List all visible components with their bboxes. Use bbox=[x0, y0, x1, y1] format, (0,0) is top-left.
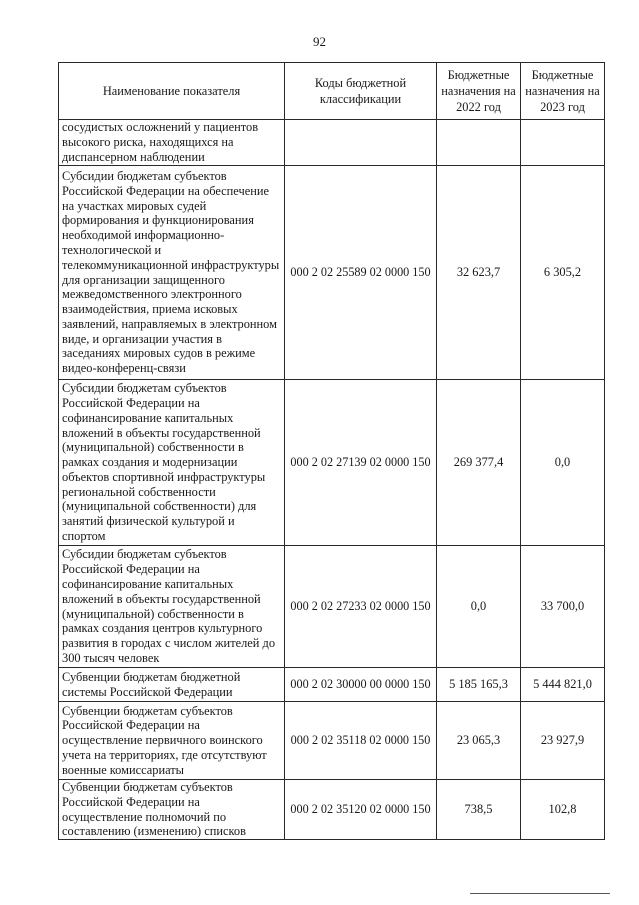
row-code: 000 2 02 27233 02 0000 150 bbox=[285, 546, 437, 668]
row-value-2022: 269 377,4 bbox=[437, 380, 521, 546]
row-value-2023: 6 305,2 bbox=[521, 166, 605, 380]
header-2022: Бюджетные назначения на 2022 год bbox=[437, 63, 521, 120]
row-name: Субвенции бюджетам субъектов Российской Федерации на осуществление полномочий по составлению (изменению) списков bbox=[59, 780, 285, 840]
row-name: Субсидии бюджетам субъектов Российской Федерации на софинансирование капитальных вложений в объекты государственной (муниципальной) собственности в рамках создания и модернизации объектов спортивной инфраструктуры региональной собственности (муниципальной собственности) для занятий физической культурой и спортом bbox=[59, 380, 285, 546]
row-value-2023: 5 444 821,0 bbox=[521, 668, 605, 702]
row-code: 000 2 02 35120 02 0000 150 bbox=[285, 780, 437, 840]
bottom-divider bbox=[470, 893, 610, 894]
table-row bbox=[59, 380, 605, 546]
table-row bbox=[59, 780, 605, 840]
row-code: 000 2 02 30000 00 0000 150 bbox=[285, 668, 437, 702]
row-name: Субсидии бюджетам субъектов Российской Федерации на софинансирование капитальных вложений в объекты государственной (муниципальной) собственности в рамках создания центров культурного развития в городах с числом жителей до 300 тысяч человек bbox=[59, 546, 285, 668]
table-row bbox=[59, 546, 605, 668]
row-code: 000 2 02 35118 02 0000 150 bbox=[285, 702, 437, 780]
header-code: Коды бюджетной классификации bbox=[285, 63, 437, 120]
row-value-2023: 33 700,0 bbox=[521, 546, 605, 668]
row-name: Субвенции бюджетам субъектов Российской Федерации на осуществление первичного воинского учета на территориях, где отсутствуют военные комиссариаты bbox=[59, 702, 285, 780]
row-code bbox=[285, 120, 437, 166]
budget-table bbox=[58, 62, 605, 840]
table-header-row bbox=[59, 63, 605, 120]
row-code: 000 2 02 25589 02 0000 150 bbox=[285, 166, 437, 380]
row-name: Субсидии бюджетам субъектов Российской Федерации на обеспечение на участках мировых судей формирования и функционирования необходимой информационно-технологической и телекоммуникационной инфраструктуры для организации защищенного межведомственного электронного взаимодействия, приема исковых заявлений, направляемых в электронном виде, и организации участия в заседаниях мировых судов в режиме видео-конференц-связи bbox=[59, 166, 285, 380]
header-name: Наименование показателя bbox=[59, 63, 285, 120]
row-code: 000 2 02 27139 02 0000 150 bbox=[285, 380, 437, 546]
row-value-2023: 23 927,9 bbox=[521, 702, 605, 780]
table-row bbox=[59, 702, 605, 780]
row-name: Субвенции бюджетам бюджетной системы Российской Федерации bbox=[59, 668, 285, 702]
row-value-2022 bbox=[437, 120, 521, 166]
row-value-2022: 0,0 bbox=[437, 546, 521, 668]
table-row bbox=[59, 166, 605, 380]
page-number: 92 bbox=[313, 34, 326, 49]
row-value-2022: 32 623,7 bbox=[437, 166, 521, 380]
header-2023: Бюджетные назначения на 2023 год bbox=[521, 63, 605, 120]
row-value-2023: 0,0 bbox=[521, 380, 605, 546]
row-value-2023 bbox=[521, 120, 605, 166]
table-row bbox=[59, 120, 605, 166]
row-value-2022: 23 065,3 bbox=[437, 702, 521, 780]
row-value-2023: 102,8 bbox=[521, 780, 605, 840]
table-row bbox=[59, 668, 605, 702]
row-name: сосудистых осложнений у пациентов высокого риска, находящихся на диспансерном наблюдении bbox=[59, 120, 285, 166]
row-value-2022: 738,5 bbox=[437, 780, 521, 840]
row-value-2022: 5 185 165,3 bbox=[437, 668, 521, 702]
